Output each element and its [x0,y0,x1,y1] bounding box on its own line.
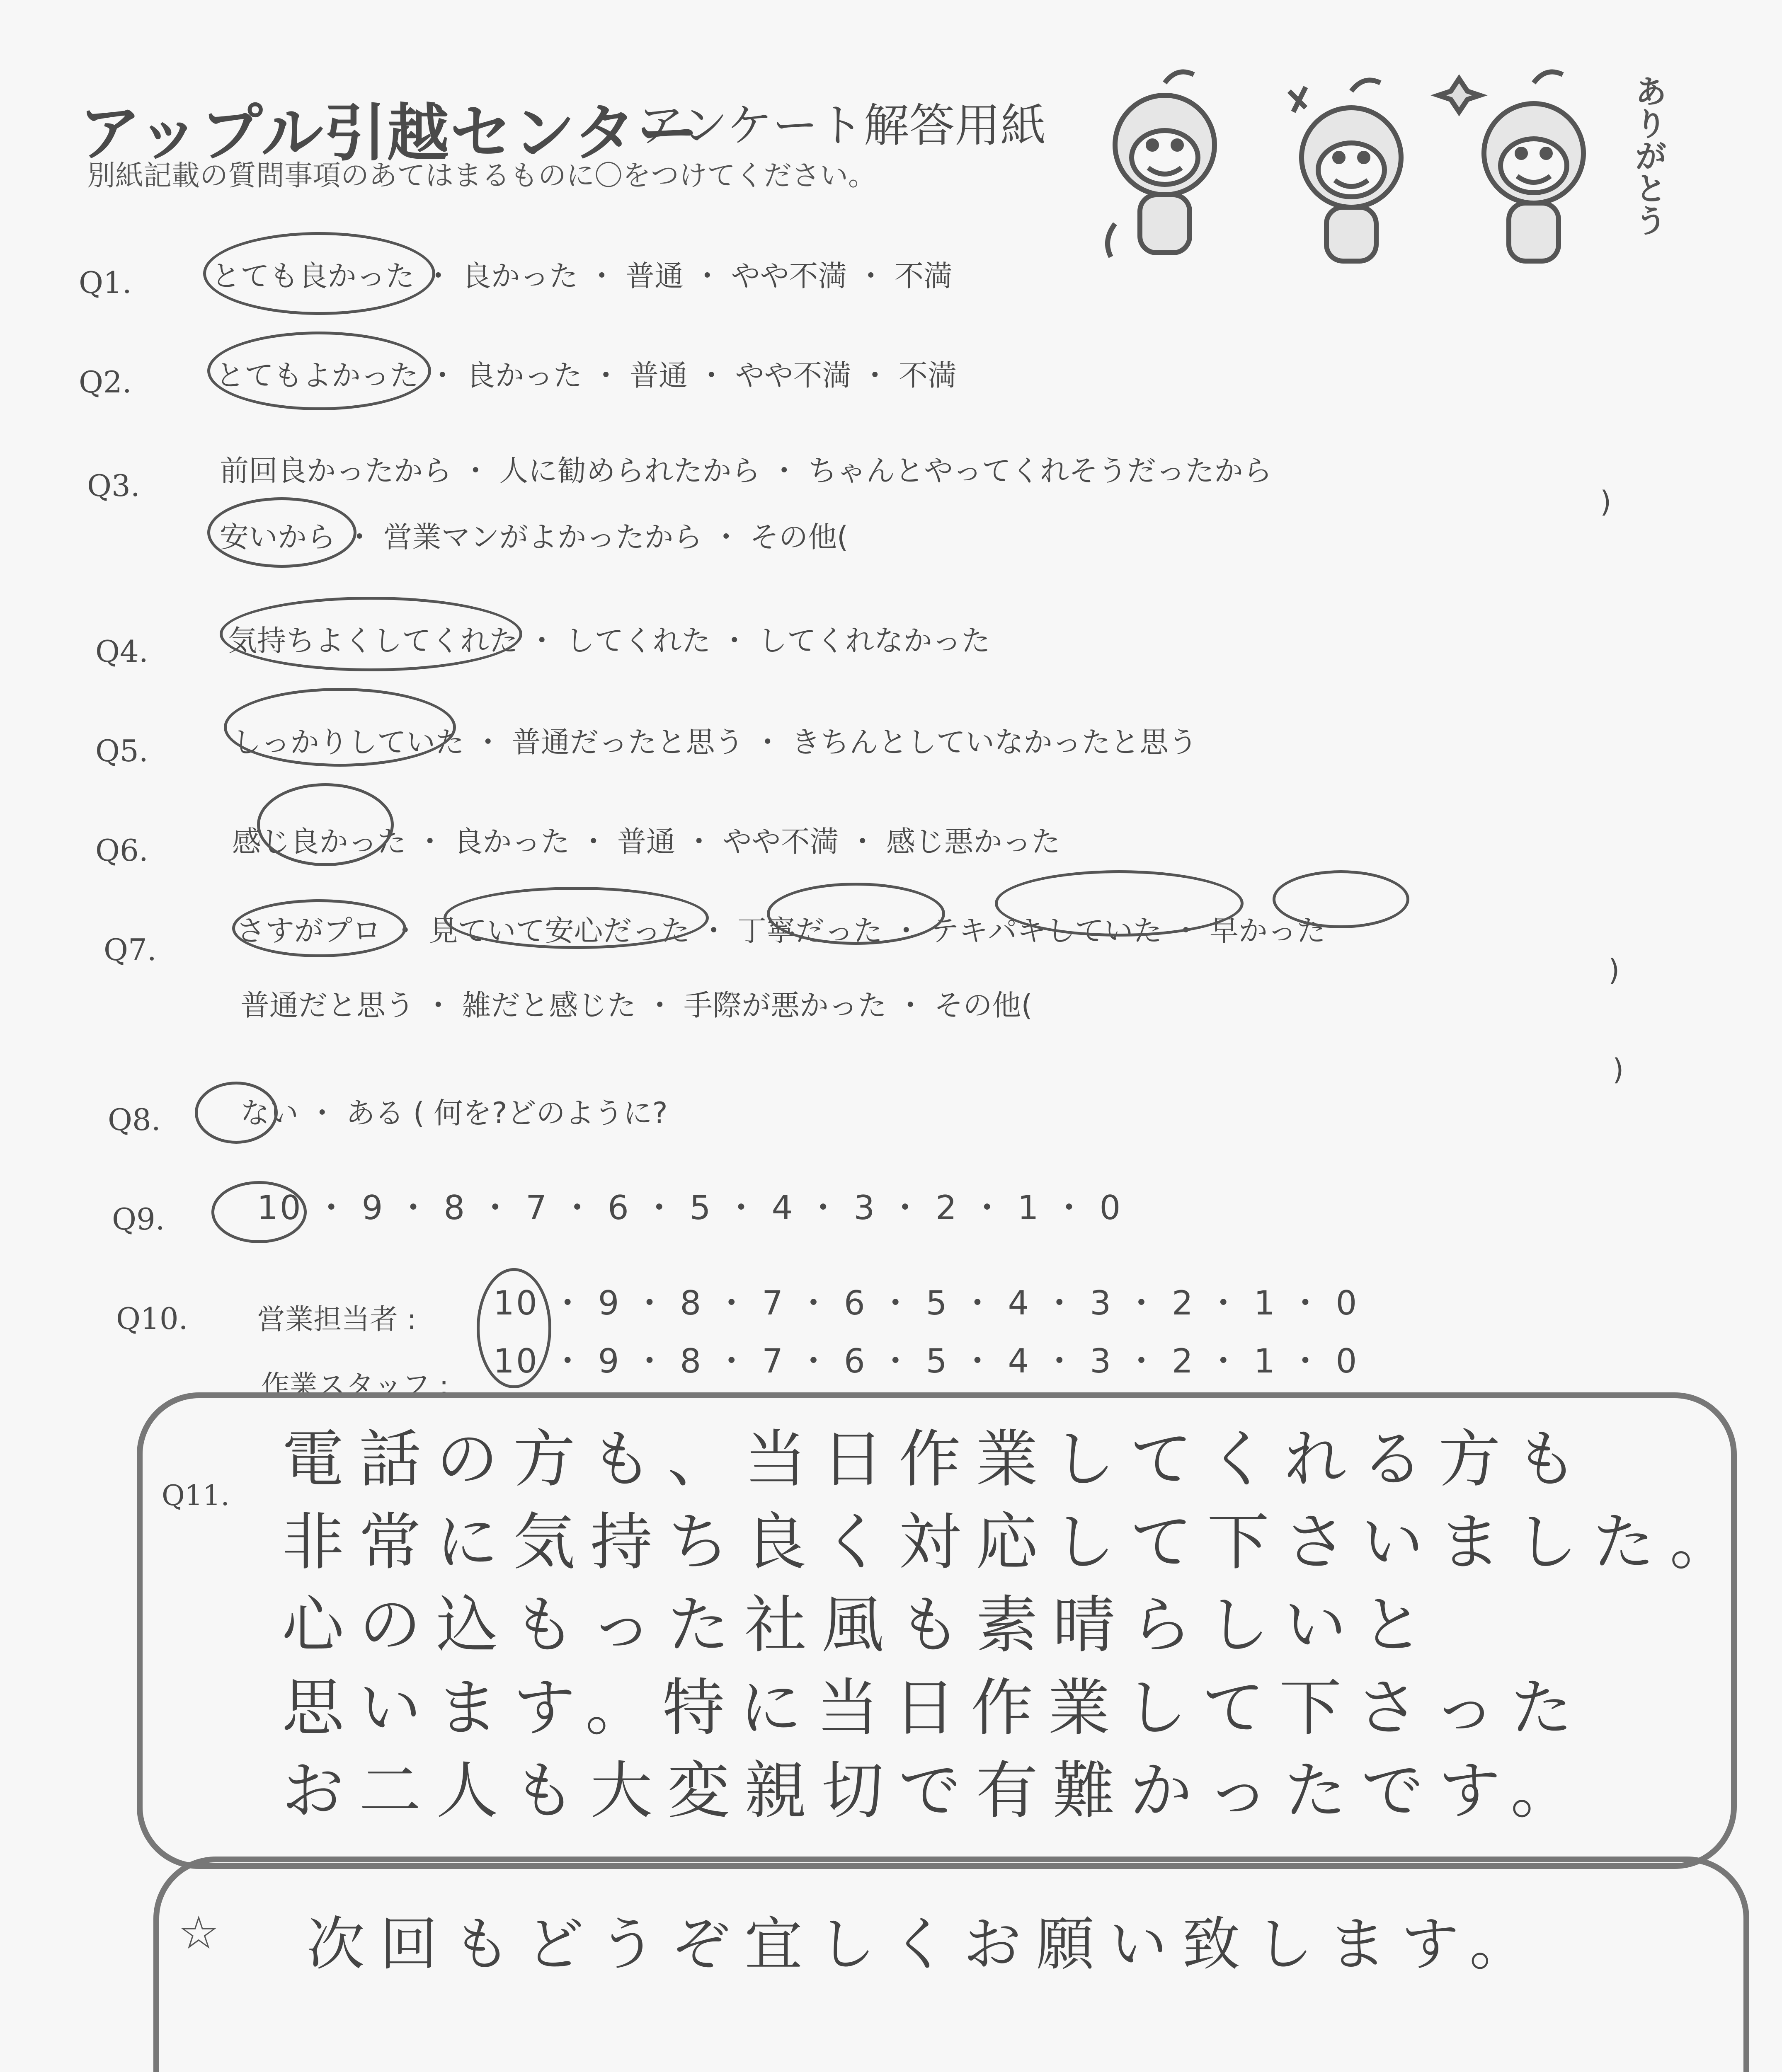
answer-circle [211,1181,307,1243]
q2-options[interactable]: とてもよかった ・ 良かった ・ 普通 ・ やや不満 ・ 不満 [216,358,957,392]
answer-circle [207,332,431,410]
q10-staff-label: 作業スタッフ : [261,1370,449,1402]
q10-label: Q10. [116,1301,188,1336]
q6-options[interactable]: 感じ良かった ・ 良かった ・ 普通 ・ やや不満 ・ 感じ悪かった [232,825,1061,859]
answer-circle [224,688,456,767]
q7-line2[interactable]: 普通だと思う ・ 雑だと感じた ・ 手際が悪かった ・ その他( [240,988,1033,1022]
q10-sales-scale[interactable]: 10 ・ 9 ・ 8 ・ 7 ・ 6 ・ 5 ・ 4 ・ 3 ・ 2 ・ 1 ・ 0 [493,1284,1359,1322]
instruction-text: 別紙記載の質問事項のあてはまるものに〇をつけてください。 [87,160,877,192]
q7-line1[interactable]: さすがプロ ・ 見ていて安心だった ・ 丁寧だった ・ テキパキしていた ・ 早かった [236,914,1326,948]
q5-options[interactable]: しっかりしていた ・ 普通だったと思う ・ きちんとしていなかったと思う [232,725,1198,759]
q4-options[interactable]: 気持ちよくしてくれた ・ してくれた ・ してくれなかった [228,624,991,658]
q9-label: Q9. [112,1202,165,1237]
answer-circle [257,783,394,866]
q3-label: Q3. [87,468,140,503]
q3-line1[interactable]: 前回良かったから ・ 人に勧められたから ・ ちゃんとやってくれそうだったから [220,454,1273,488]
q8-close: ) [1612,1053,1624,1087]
answer-circle [767,883,945,945]
q7-close: ) [1608,953,1620,987]
answer-circle [220,597,522,671]
answer-circle [232,899,406,957]
q1-label: Q1. [79,265,132,300]
form-title: アンケート解答用紙 [638,99,1046,152]
q11-label: Q11. [162,1479,230,1512]
answer-circle [444,887,709,949]
q2-label: Q2. [79,365,132,399]
answer-circle [477,1268,551,1388]
q10-sales-label: 営業担当者 : [257,1303,417,1336]
q8-options[interactable]: ない ・ ある ( 何を?どのように? [240,1096,668,1130]
q1-options[interactable]: とても良かった ・ 良かった ・ 普通 ・ やや不満 ・ 不満 [211,259,953,293]
q4-label: Q4. [95,634,148,669]
note-text: 次回もどうぞ宜しくお願い致します。 [307,1911,1542,1978]
q3-line2[interactable]: 安いから ・ 営業マンがよかったから ・ その他( [220,520,849,554]
answer-circle [995,870,1244,937]
mascot-illustration [1094,58,1658,274]
q10-staff-scale[interactable]: 10 ・ 9 ・ 8 ・ 7 ・ 6 ・ 5 ・ 4 ・ 3 ・ 2 ・ 1 ・ 0 [493,1342,1359,1380]
comment-line-3: 心の込もった社風も素晴らしいと [282,1589,1439,1661]
comment-line-4: 思います。特に当日作業して下さった [282,1672,1588,1744]
answer-circle [1273,870,1409,928]
q3-close: ) [1600,485,1612,519]
comment-line-5: お二人も大変親切で有難かったです。 [282,1755,1588,1827]
comment-line-1: 電話の方も、当日作業してくれる方も [282,1423,1593,1496]
q7-label: Q7. [104,932,157,967]
q9-scale[interactable]: 10 ・ 9 ・ 8 ・ 7 ・ 6 ・ 5 ・ 4 ・ 3 ・ 2 ・ 1 ・ 0 [257,1188,1123,1227]
company-name: アップル引越センター [79,97,700,169]
comment-line-2: 非常に気持ち良く対応して下さいました。 [282,1506,1747,1578]
answer-circle [195,1082,278,1144]
q6-label: Q6. [95,833,148,868]
q5-label: Q5. [95,733,148,768]
answer-circle [203,232,435,315]
q8-label: Q8. [108,1102,161,1137]
star-icon: ☆ [178,1906,219,1959]
answer-circle [207,497,356,568]
thanks-text: ありがとう [1629,75,1667,236]
